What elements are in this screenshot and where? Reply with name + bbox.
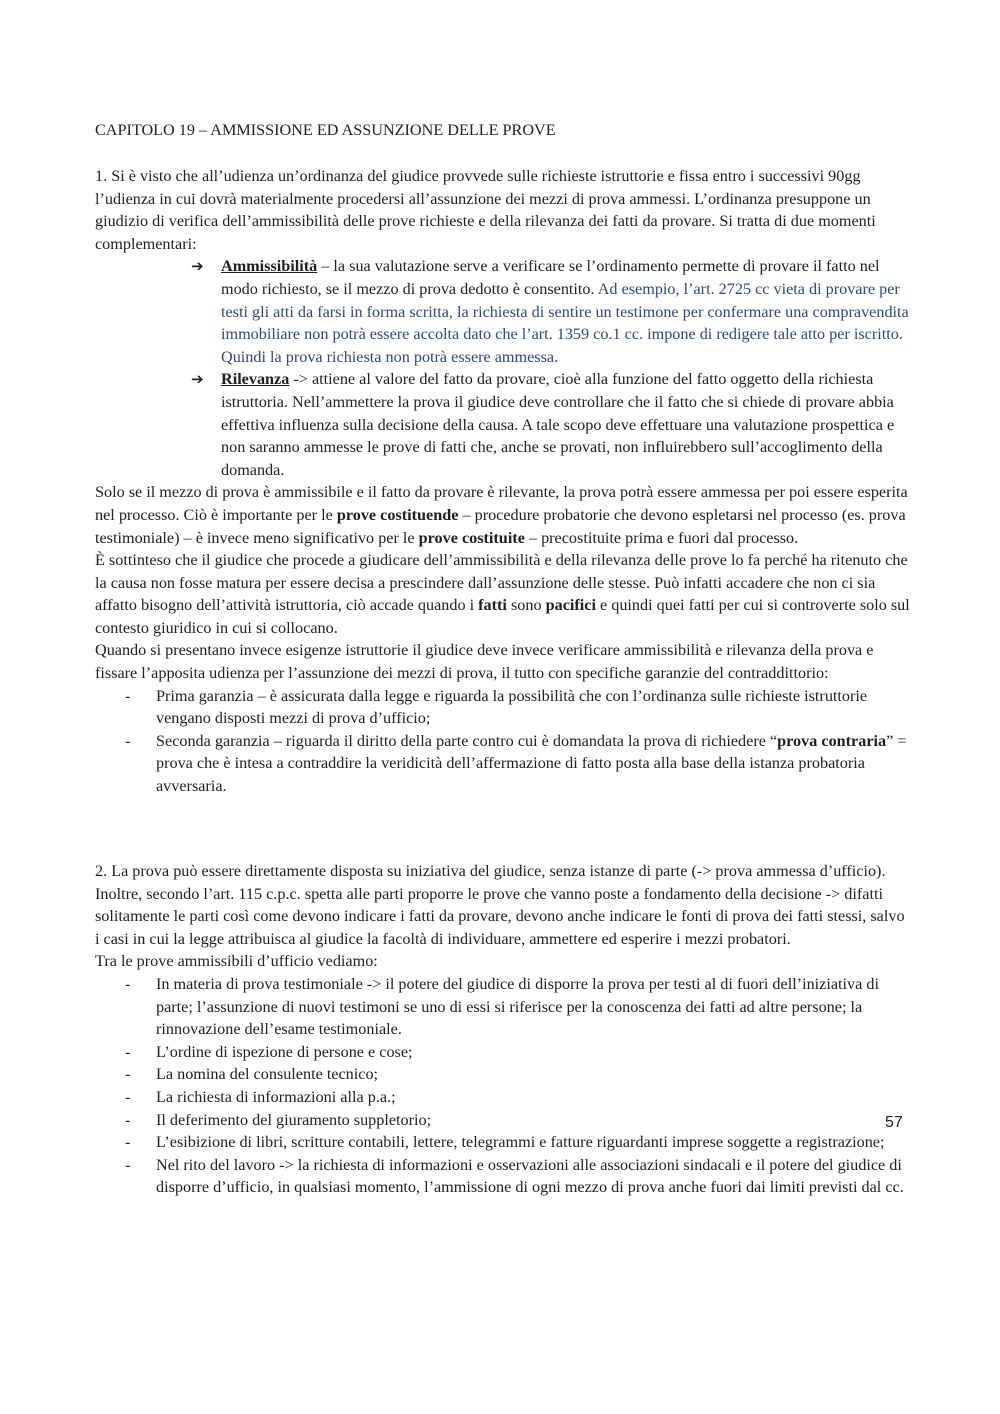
- list-item: [95, 1131, 910, 1154]
- term-ammissibilita: Ammissibilità: [221, 257, 318, 276]
- arrow-item-ammissibilita: [95, 255, 910, 368]
- term-rilevanza: Rilevanza: [221, 370, 290, 389]
- dash-bullet: -: [125, 1065, 131, 1084]
- paragraph-esigenze: Quando si presentano invece esigenze istruttorie il giudice deve invece verificare ammissibilità e rilevanza della prova e fissare l’apposita udienza per l’assunzione dei mezzi di prova, il tutto con specifiche garanzie del contraddittorio:: [95, 641, 874, 683]
- page-number: 57: [885, 1114, 903, 1131]
- list-item-guarantee-2: [95, 730, 910, 798]
- text-span: e quindi quei fatti per cui si controverte solo sul contesto giuridico in cui si collocano.: [95, 596, 910, 637]
- dash-bullet: -: [125, 1087, 131, 1106]
- dash-bullet: -: [125, 1042, 131, 1061]
- dash-bullet: -: [125, 1133, 131, 1152]
- arrow-item-rilevanza: [95, 368, 910, 481]
- section-2-intro: 2. La prova può essere direttamente disposta su iniziativa del giudice, senza istanze di parte (-> prova ammessa d’ufficio).: [95, 862, 886, 880]
- dash-bullet: -: [125, 1155, 131, 1174]
- list-item-text: Nel rito del lavoro -> la richiesta di informazioni e osservazioni alle associazioni sindacali e il potere del giudice di disporre d’ufficio, in qualsiasi momento, l’ammissione di ogni mezzo di prova anche fuori dai limiti previsti dal cc.: [156, 1155, 904, 1197]
- list-item-text: In materia di prova testimoniale -> il potere del giudice di disporre la prova per testi al di fuori dell’iniziativa di parte; l’assunzione di nuovi testimoni se uno di essi si riferisce per la conoscenza dei fatti ad altre persone; la rinnovazione dell’esame testimoniale.: [156, 974, 879, 1039]
- list-item: [95, 1109, 910, 1132]
- list-item-text: La nomina del consulente tecnico;: [156, 1065, 379, 1084]
- text-span: Solo se il mezzo di prova è ammissibile e il fatto da provare è rilevante, la prova potrà essere ammessa per poi essere esperita nel processo. Ciò è importante per le: [95, 483, 908, 524]
- bold-prova-contraria: prova contraria: [777, 731, 887, 750]
- dash-bullet: -: [125, 731, 131, 750]
- arrow-right-icon: ➔: [191, 257, 204, 276]
- bold-prove-costituite: prove costituite: [418, 528, 525, 547]
- list-item-text: ” = prova che è intesa a contraddire la veridicità dell’affermazione di fatto posta alla base della istanza probatoria avversaria.: [156, 731, 907, 796]
- arrow-item-text: -> attiene al valore del fatto da provare, cioè alla funzione del fatto oggetto della richiesta istruttoria. Nell’ammettere la prova il giudice deve controllare che il fatto che si chiede di provare abbia effettiva influenza sulla decisione della causa. A tale scopo deve effettuare una valutazione prospettica e non saranno ammesse le prove di fatti che, anche se provati, non influirebbero sull’accoglimento della domanda.: [221, 370, 895, 479]
- bold-pacifici: pacifici: [545, 596, 596, 615]
- text-span: – procedure probatorie che devono espletarsi nel processo (es. prova testimoniale) – è invece meno significativo per le: [95, 505, 906, 547]
- section-1-intro: 1. Si è visto che all’udienza un’ordinanza del giudice provvede sulle richieste istruttorie e fissa entro i successivi 90gg l’udienza in cui dovrà materialmente procedersi all’assunzione dei mezzi di prova ammessi. L’ordinanza presuppone un giudizio di verifica dell’ammissibilità delle prove richieste e della rilevanza dei fatti da provare. Si tratta di due momenti complementari:: [95, 167, 876, 253]
- list-item: [95, 1063, 910, 1086]
- list-intro: Tra le prove ammissibili d’ufficio vediamo:: [95, 952, 378, 971]
- text-span: sono: [506, 596, 546, 615]
- section-2: [95, 860, 910, 1199]
- list-item-text: La richiesta di informazioni alla p.a.;: [156, 1087, 396, 1106]
- list-item-text: Prima garanzia – è assicurata dalla legge e riguarda la possibilità che con l’ordinanza sulle richieste istruttorie vengano disposti mezzi di prova d’ufficio;: [156, 686, 868, 728]
- arrow-item-text: – la sua valutazione serve a verificare se l’ordinamento permette di provare il fatto nel modo richiesto, se il mezzo di prova dedotto è consentito.: [221, 257, 880, 298]
- dash-bullet: -: [125, 974, 131, 993]
- list-item: [95, 1154, 910, 1199]
- paragraph-sottinteso: [95, 549, 910, 639]
- list-item: [95, 973, 910, 1041]
- list-item-text: L’ordine di ispezione di persone e cose;: [156, 1042, 413, 1061]
- list-item: [95, 1086, 910, 1109]
- paragraph-art-115: Inoltre, secondo l’art. 115 c.p.c. spetta alle parti proporre le prove che vanno poste a fondamento della decisione -> difatti solitamente le parti così come devono indicare i fatti da provare, devono anche indicare le fonti di prova dei fatti stessi, salvo i casi in cui la legge attribuisca al giudice la facoltà di individuare, ammettere ed esperire i mezzi probatori.: [95, 884, 905, 948]
- list-item-text: Seconda garanzia – riguarda il diritto della parte contro cui è domandata la prova di richiedere “: [156, 731, 778, 750]
- list-item-text: Il deferimento del giuramento suppletorio;: [156, 1110, 432, 1129]
- bold-prove-costituende: prove costituende: [336, 505, 459, 524]
- list-item: [95, 1041, 910, 1064]
- section-1: [95, 165, 910, 798]
- list-item-guarantee-1: [95, 685, 910, 730]
- text-span: È sottinteso che il giudice che procede a giudicare dell’ammissibilità e della rilevanza delle prove lo fa perché ha ritenuto che la causa non fosse matura per essere decisa a prescindere dall’assunzione delle stesse. Può infatti accadere che non ci sia affatto bisogno dell’attività istruttoria, ciò accade quando i: [95, 551, 908, 615]
- list-item-text: L’esibizione di libri, scritture contabili, lettere, telegrammi e fatture riguardanti imprese soggette a registrazione;: [156, 1133, 885, 1152]
- example-text: Ad esempio, l’art. 2725 cc vieta di provare per testi gli atti da farsi in forma scritta, la richiesta di sentire un testimone per confermare una compravendita immobiliare non potrà essere accolta dato che l’art. 1359 co.1 cc. impone di redigere tale atto per iscritto. Quindi la prova richiesta non potrà essere ammessa.: [221, 279, 909, 366]
- chapter-title: CAPITOLO 19 – AMMISSIONE ED ASSUNZIONE DELLE PROVE: [95, 121, 556, 139]
- bold-fatti: fatti: [478, 596, 507, 615]
- paragraph-prove: [95, 481, 910, 549]
- arrow-right-icon: ➔: [191, 370, 204, 389]
- text-span: – precostituite prima e fuori dal processo.: [524, 528, 799, 547]
- dash-bullet: -: [125, 1110, 131, 1129]
- dash-bullet: -: [125, 686, 131, 705]
